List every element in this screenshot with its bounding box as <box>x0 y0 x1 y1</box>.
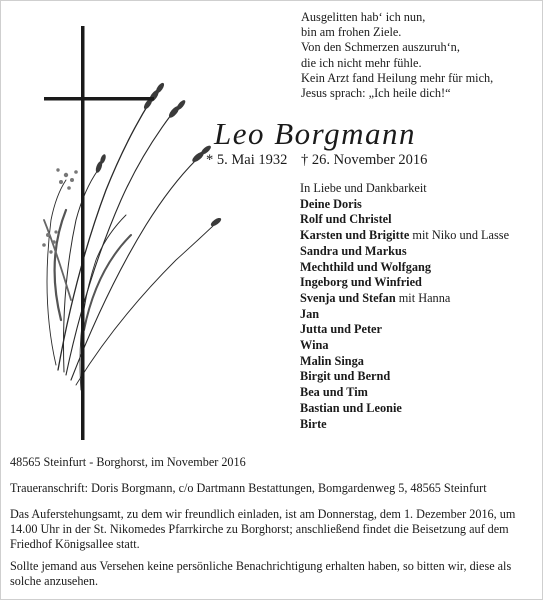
mourner-names: Birgit und Bernd <box>300 369 391 384</box>
mourner-names: Rolf und Christel <box>300 212 392 227</box>
mourner-names: Malin Singa <box>300 353 364 368</box>
funeral-service-details: Das Auferstehungsamt, zu dem wir freundlich einladen, ist am Donnerstag, dem 1. Dezember 2016, um 14.00 Uhr in der St. Nikomedes Pfarrkirche zu Borghorst; anschließend findet die Beisetzung auf dem Friedhof Königsallee statt. <box>10 507 516 552</box>
place-and-date: 48565 Steinfurt - Borghorst, im November 2016 <box>10 455 246 469</box>
mourner-entry <box>300 275 509 291</box>
poem-line: Kein Arzt fand Heilung mehr für mich, <box>301 70 494 85</box>
poem-line: Jesus sprach: „Ich heile dich!“ <box>301 86 451 101</box>
life-dates <box>206 152 427 169</box>
birth-date: * 5. Mai 1932 <box>206 152 288 168</box>
mourner-names: Mechthild und Wolfgang <box>300 259 431 274</box>
mourners-intro: In Liebe und Dankbarkeit <box>300 181 427 195</box>
mourner-entry <box>300 197 509 213</box>
mourner-entry <box>300 401 509 417</box>
notification-disclaimer: Sollte jemand aus Versehen keine persönliche Benachrichtigung erhalten haben, so bitten wir, diese als solche anzusehen. <box>10 559 512 589</box>
mourner-entry <box>300 354 509 370</box>
mourner-entry <box>300 244 509 260</box>
mourner-entry <box>300 228 509 244</box>
mourner-names: Karsten und Brigitte <box>300 228 410 243</box>
mourner-names: Bastian und Leonie <box>300 400 402 415</box>
poem <box>301 10 493 101</box>
mourner-names: Jutta und Peter <box>300 322 382 337</box>
poem-line: Von den Schmerzen auszuruh‘n, <box>301 40 460 55</box>
mourner-names: Birte <box>300 416 327 431</box>
mourner-entry <box>300 369 509 385</box>
poem-line: die ich nicht mehr fühle. <box>301 55 422 70</box>
mourner-extra: mit Hanna <box>395 290 451 305</box>
mourner-entry <box>300 307 509 323</box>
mourner-entry <box>300 322 509 338</box>
poem-line: Ausgelitten hab‘ ich nun, <box>301 10 426 24</box>
mourner-entry <box>300 212 509 228</box>
mourner-entry <box>300 338 509 354</box>
mourning-address: Traueranschrift: Doris Borgmann, c/o Dartmann Bestattungen, Bomgardenweg 5, 48565 Steinfurt <box>10 481 487 495</box>
mourner-names: Jan <box>300 306 320 321</box>
mourner-names: Deine Doris <box>300 196 362 211</box>
death-date: † 26. November 2016 <box>300 152 428 168</box>
mourner-names: Bea und Tim <box>300 385 368 400</box>
mourners-list <box>300 181 509 432</box>
mourner-names: Sandra und Markus <box>300 243 407 258</box>
cross-with-wheat-illustration <box>36 20 226 440</box>
mourner-extra: mit Niko und Lasse <box>409 228 510 243</box>
mourner-entry <box>300 260 509 276</box>
deceased-name: Leo Borgmann <box>214 116 416 151</box>
mourner-names: Wina <box>300 338 329 353</box>
mourner-entry <box>300 291 509 307</box>
poem-line: bin am frohen Ziele. <box>301 25 402 40</box>
mourner-entry <box>300 417 509 433</box>
mourner-names: Svenja und Stefan <box>300 290 396 305</box>
mourner-names: Ingeborg und Winfried <box>300 275 422 290</box>
mourner-entry <box>300 385 509 401</box>
